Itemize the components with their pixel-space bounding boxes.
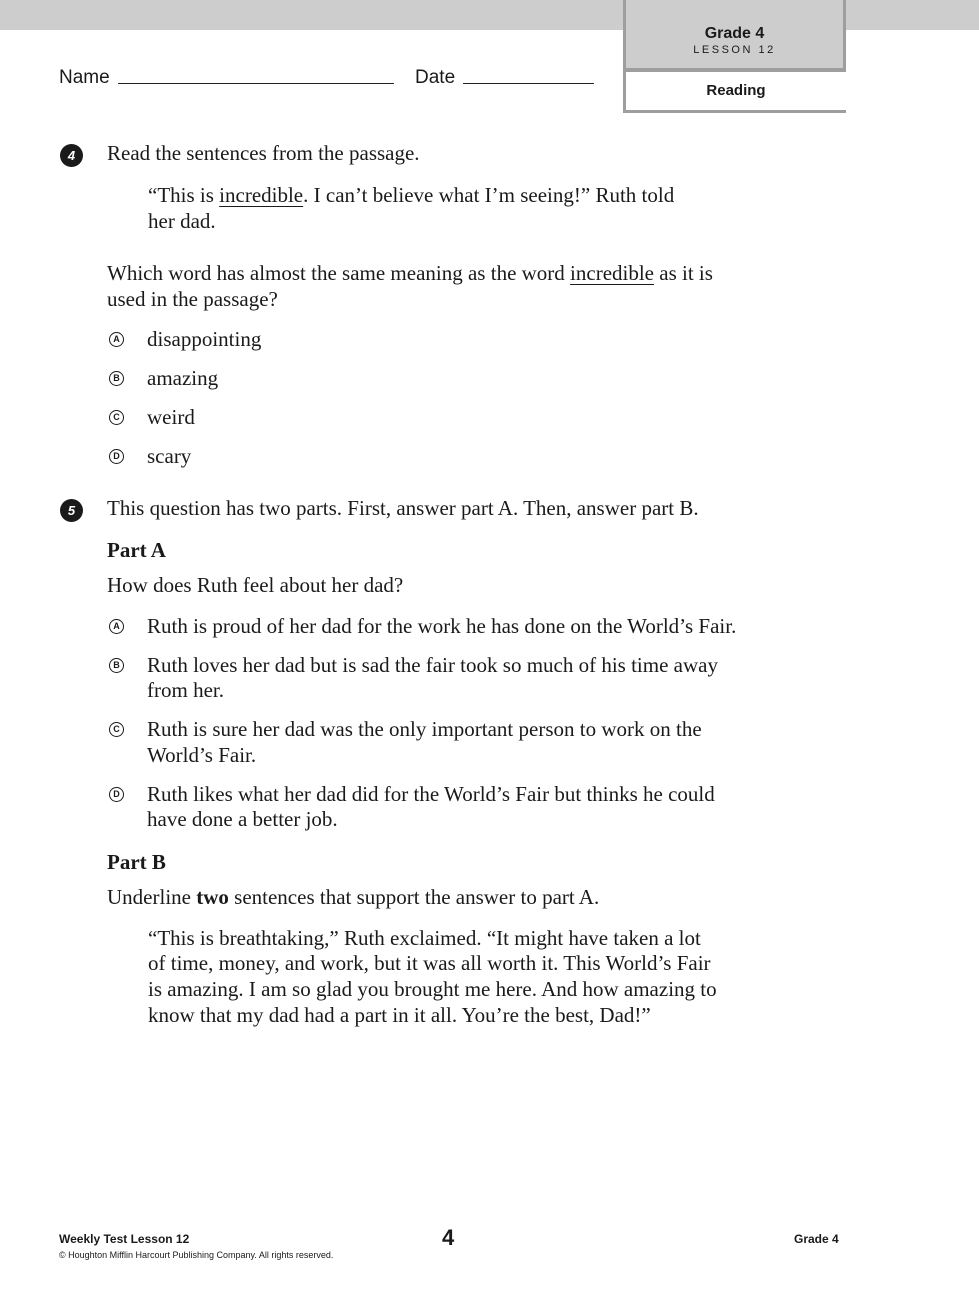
q5-option-a-text: Ruth is proud of her dad for the work he has done on the World’s Fair. [147, 614, 737, 638]
date-field[interactable] [463, 83, 594, 84]
question-4-question-line2: used in the passage? [107, 287, 278, 311]
footer-test-name: Weekly Test Lesson 12 [59, 1232, 190, 1246]
question-4-quote-line2: her dad. [148, 209, 216, 233]
q4-option-d-text: scary [147, 444, 192, 468]
q4-option-a-bubble[interactable]: A [109, 332, 124, 347]
question-5-intro: This question has two parts. First, answer part A. Then, answer part B. [107, 496, 699, 520]
passage-line[interactable]: of time, money, and work, but it was all worth it. This World’s Fair [148, 951, 711, 975]
question-4-number: 4 [60, 144, 83, 167]
name-field[interactable] [118, 83, 394, 84]
subject-label: Reading [623, 68, 846, 113]
name-label: Name [59, 67, 110, 88]
date-label: Date [415, 67, 456, 88]
instruction-bold-text: two [196, 885, 229, 909]
q4-option-c-text: weird [147, 405, 195, 429]
passage-line[interactable]: is amazing. I am so glad you brought me here. And how amazing to [148, 977, 717, 1001]
footer-grade: Grade 4 [794, 1232, 839, 1246]
quote-text: . I can’t believe what I’m seeing!” Ruth told [303, 183, 675, 207]
question-4-prompt: Read the sentences from the passage. [107, 141, 420, 165]
page-number: 4 [442, 1225, 455, 1250]
question-4-question [107, 260, 713, 286]
q5-option-d-text: Ruth likes what her dad did for the World’s Fair but thinks he could [147, 782, 715, 806]
part-b-instruction [107, 884, 599, 910]
instruction-text: sentences that support the answer to part A. [228, 885, 600, 909]
underlined-word: incredible [219, 183, 304, 207]
q5-option-c-bubble[interactable]: C [109, 722, 124, 737]
underlined-word: incredible [570, 261, 655, 285]
lesson-label: LESSON 12 [693, 44, 776, 56]
q5-option-c-text: Ruth is sure her dad was the only important person to work on the [147, 717, 702, 741]
q5-option-b-bubble[interactable]: B [109, 658, 124, 673]
q4-option-a-text: disappointing [147, 327, 262, 351]
q5-option-a-bubble[interactable]: A [109, 619, 124, 634]
passage-line[interactable]: know that my dad had a part in it all. You’re the best, Dad!” [148, 1003, 651, 1027]
question-4-quote [148, 182, 674, 208]
q5-option-c-text-line2: World’s Fair. [147, 743, 257, 767]
q5-option-b-text: Ruth loves her dad but is sad the fair took so much of his time away [147, 653, 718, 677]
part-b-label: Part B [107, 850, 166, 874]
q5-option-d-text-line2: have done a better job. [147, 807, 338, 831]
passage-line[interactable]: “This is breathtaking,” Ruth exclaimed. “It might have taken a lot [148, 926, 701, 950]
quote-text: “This is [148, 183, 220, 207]
q5-option-b-text-line2: from her. [147, 678, 224, 702]
question-text: Which word has almost the same meaning as the word [107, 261, 571, 285]
part-a-question: How does Ruth feel about her dad? [107, 573, 404, 597]
footer-copyright: © Houghton Mifflin Harcourt Publishing Company. All rights reserved. [59, 1250, 334, 1260]
grade-label: Grade 4 [704, 25, 765, 42]
question-text: as it is [654, 261, 713, 285]
grade-lesson-box [623, 0, 846, 68]
part-a-label: Part A [107, 538, 166, 562]
q5-option-d-bubble[interactable]: D [109, 787, 124, 802]
instruction-text: Underline [107, 885, 197, 909]
q4-option-d-bubble[interactable]: D [109, 449, 124, 464]
question-5-number: 5 [60, 499, 83, 522]
q4-option-b-text: amazing [147, 366, 219, 390]
q4-option-b-bubble[interactable]: B [109, 371, 124, 386]
q4-option-c-bubble[interactable]: C [109, 410, 124, 425]
